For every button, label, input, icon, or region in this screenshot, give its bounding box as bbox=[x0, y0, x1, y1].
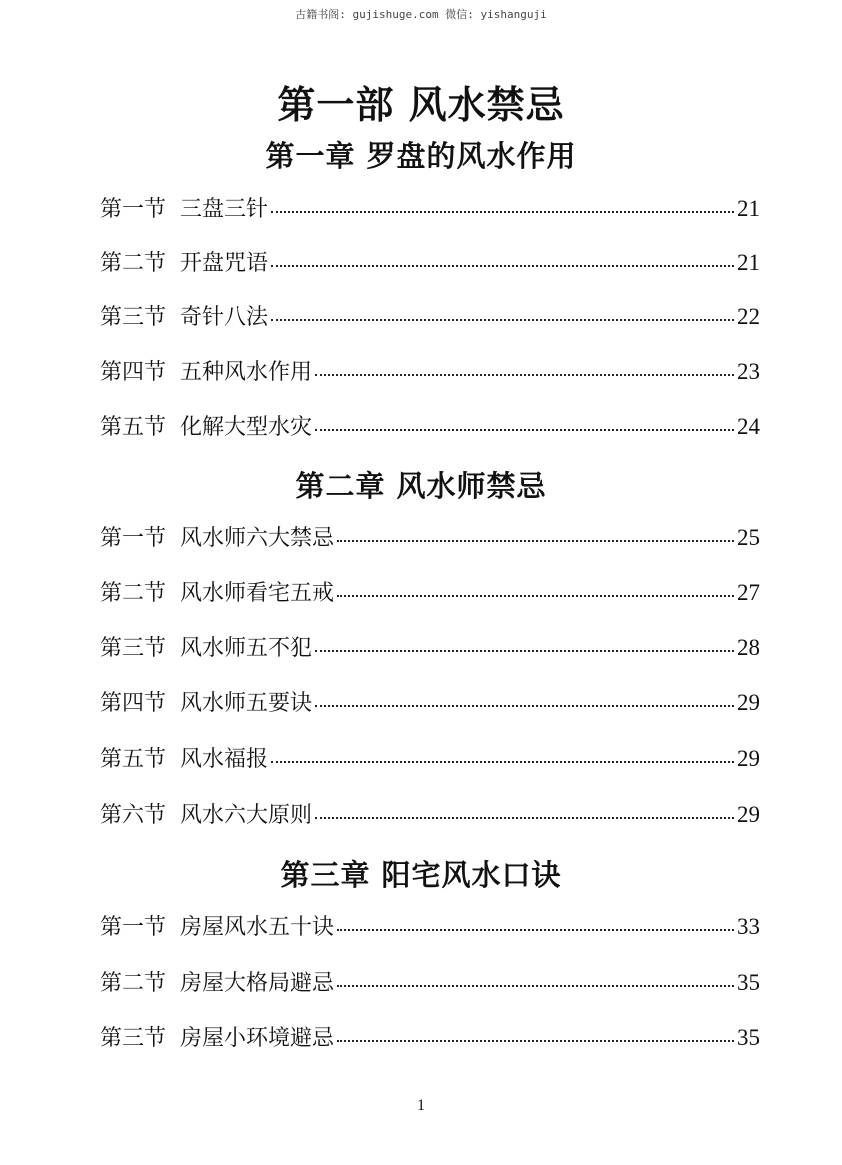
toc-entry[interactable] bbox=[100, 357, 760, 388]
toc-section-number: 第四节 bbox=[100, 691, 167, 716]
part-title: 第一部 风水禁忌 bbox=[277, 83, 565, 127]
dot-leader bbox=[315, 429, 734, 431]
chapter-title: 第三章 阳宅风水口诀 bbox=[280, 858, 562, 892]
toc-page-number: 21 bbox=[737, 250, 760, 275]
toc-section-title: 房屋风水五十诀 bbox=[180, 915, 335, 940]
toc-entry[interactable] bbox=[100, 800, 760, 831]
toc-page-number: 33 bbox=[737, 914, 760, 939]
toc-section-number: 第五节 bbox=[100, 747, 167, 772]
toc-section-number: 第二节 bbox=[100, 251, 167, 276]
dot-leader bbox=[271, 211, 734, 213]
toc-section-number: 第三节 bbox=[100, 1026, 167, 1051]
toc-entry[interactable] bbox=[100, 578, 760, 609]
dot-leader bbox=[337, 540, 734, 542]
toc-section-title: 风水师六大禁忌 bbox=[180, 526, 335, 551]
toc-page-number: 35 bbox=[737, 1025, 760, 1050]
toc-page-number: 27 bbox=[737, 580, 760, 605]
toc-entry[interactable] bbox=[100, 912, 760, 943]
toc-section-title: 开盘咒语 bbox=[180, 251, 269, 276]
toc-section-number: 第一节 bbox=[100, 526, 167, 551]
chapter-title: 第一章 罗盘的风水作用 bbox=[265, 139, 577, 173]
dot-leader bbox=[315, 705, 734, 707]
toc-page-number: 29 bbox=[737, 746, 760, 771]
toc-page-number: 29 bbox=[737, 802, 760, 827]
toc-entry[interactable] bbox=[100, 1023, 760, 1054]
dot-leader bbox=[337, 985, 734, 987]
toc-section-title: 风水六大原则 bbox=[180, 803, 313, 828]
page-number: 1 bbox=[417, 1097, 425, 1114]
toc-section-title: 五种风水作用 bbox=[180, 360, 313, 385]
toc-entry[interactable] bbox=[100, 523, 760, 554]
toc-section-number: 第三节 bbox=[100, 636, 167, 661]
toc-entry[interactable] bbox=[100, 688, 760, 719]
dot-leader bbox=[337, 929, 734, 931]
toc-section-number: 第三节 bbox=[100, 305, 167, 330]
dot-leader bbox=[315, 817, 734, 819]
toc-entry[interactable] bbox=[100, 248, 760, 279]
toc-section-title: 三盘三针 bbox=[180, 197, 269, 222]
chapter-title: 第二章 风水师禁忌 bbox=[295, 469, 547, 503]
toc-page-number: 24 bbox=[737, 414, 760, 439]
toc-page-number: 35 bbox=[737, 970, 760, 995]
dot-leader bbox=[315, 650, 734, 652]
toc-section-title: 房屋小环境避忌 bbox=[180, 1026, 335, 1051]
dot-leader bbox=[271, 319, 734, 321]
toc-section-title: 化解大型水灾 bbox=[180, 415, 313, 440]
toc-section-number: 第五节 bbox=[100, 415, 167, 440]
toc-page-number: 28 bbox=[737, 635, 760, 660]
toc-page-number: 21 bbox=[737, 196, 760, 221]
dot-leader bbox=[337, 1040, 734, 1042]
toc-section-title: 风水师看宅五戒 bbox=[180, 581, 335, 606]
toc-section-title: 风水师五不犯 bbox=[180, 636, 313, 661]
toc-entry[interactable] bbox=[100, 633, 760, 664]
toc-entry[interactable] bbox=[100, 412, 760, 443]
toc-section-title: 奇针八法 bbox=[180, 305, 269, 330]
toc-section-title: 房屋大格局避忌 bbox=[180, 971, 335, 996]
toc-entry[interactable] bbox=[100, 194, 760, 225]
toc-section-number: 第六节 bbox=[100, 803, 167, 828]
toc-page-number: 23 bbox=[737, 359, 760, 384]
toc-page-number: 29 bbox=[737, 690, 760, 715]
dot-leader bbox=[271, 265, 734, 267]
toc-entry[interactable] bbox=[100, 744, 760, 775]
toc-section-number: 第一节 bbox=[100, 915, 167, 940]
watermark-text: 古籍书阁: gujishuge.com 微信: yishanguji bbox=[295, 8, 547, 21]
dot-leader bbox=[315, 374, 734, 376]
toc-entry[interactable] bbox=[100, 968, 760, 999]
toc-entry[interactable] bbox=[100, 302, 760, 333]
toc-section-number: 第二节 bbox=[100, 581, 167, 606]
toc-section-number: 第一节 bbox=[100, 197, 167, 222]
toc-page-number: 25 bbox=[737, 525, 760, 550]
toc-page-number: 22 bbox=[737, 304, 760, 329]
dot-leader bbox=[271, 761, 734, 763]
toc-section-number: 第二节 bbox=[100, 971, 167, 996]
toc-section-number: 第四节 bbox=[100, 360, 167, 385]
dot-leader bbox=[337, 595, 734, 597]
toc-section-title: 风水福报 bbox=[180, 747, 269, 772]
toc-section-title: 风水师五要诀 bbox=[180, 691, 313, 716]
